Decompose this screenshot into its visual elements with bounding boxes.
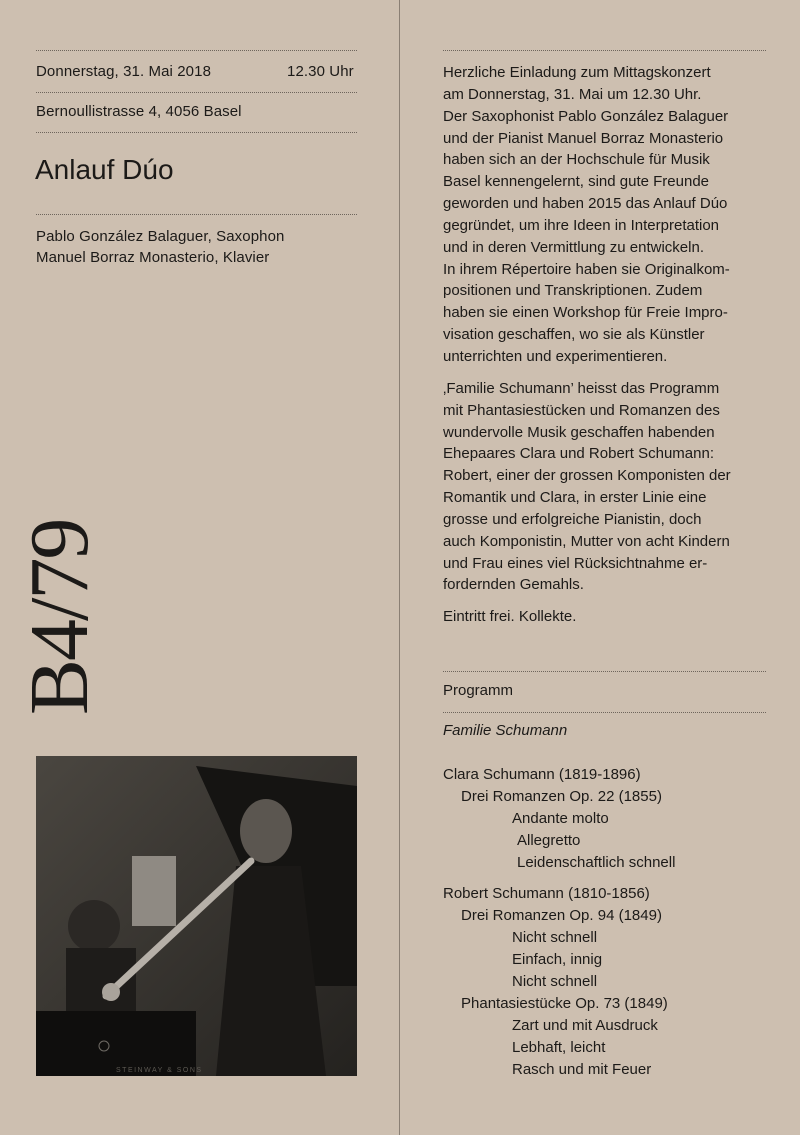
divider (443, 671, 766, 672)
piano-brand-label: STEINWAY & SONS (116, 1067, 203, 1074)
page-title: Anlauf Dúo (35, 154, 174, 185)
divider (36, 214, 357, 215)
movement: Lebhaft, leicht (512, 1039, 606, 1056)
composer-robert: Robert Schumann (1810-1856) (443, 885, 650, 902)
program-paragraph: ‚Familie Schumann’ heisst das Programm mit Phantasiestücken und Romanzen des wundervolle Musik geschaffen habenden Ehepaares Clara und Robert Schumann: Robert, einer der grossen Komponisten der Romantik und Clara, in erster Linie eine grosse und erfolgreiche Pianistin, doch auch Komponistin, Mutter von acht Kindern und Frau eines viel Rücksichtnahme er- fordernden Gemahls. (443, 379, 731, 594)
divider (443, 50, 766, 51)
concert-code-text: B4/79 (13, 519, 106, 715)
intro-paragraph: Herzliche Einladung zum Mittagskonzert am Donnerstag, 31. Mai um 12.30 Uhr. Der Saxophonist Pablo González Balaguer und der Pianist Manuel Borraz Monasterio haben sich an der Hochschule für Musik Basel kennengelernt, sind gute Freunde geworden und haben 2015 das Anlauf Dúo gegründet, um ihre Ideen in Interpretation und in deren Vermittlung zu entwickeln. In ihrem Répertoire haben sie Originalkom- positionen und Transkriptionen. Zudem haben sie einen Workshop für Freie Impro- visation geschaffen, wo sie als Künstler unterrichten und experimentieren. (443, 64, 730, 365)
movement: Einfach, innig (512, 951, 603, 968)
work-op73: Phantasiestücke Op. 73 (1849) (461, 995, 668, 1012)
concert-code (13, 519, 106, 715)
description (443, 62, 773, 638)
movement: Nicht schnell (512, 929, 598, 946)
photo-illustration (36, 756, 357, 1076)
performers-photo (36, 756, 357, 1076)
concert-address: Bernoullistrasse 4, 4056 Basel (36, 103, 242, 120)
divider (36, 132, 357, 133)
movement: Andante molto (512, 810, 609, 827)
work-op22: Drei Romanzen Op. 22 (1855) (461, 788, 662, 805)
movement: Rasch und mit Feuer (512, 1061, 652, 1078)
movement: Nicht schnell (512, 973, 598, 990)
divider (36, 92, 357, 93)
admission-note: Eintritt frei. Kollekte. (443, 608, 577, 626)
performer-2: Manuel Borraz Monasterio, Klavier (36, 249, 270, 266)
movement: Allegretto (517, 832, 581, 849)
composer-clara: Clara Schumann (1819-1896) (443, 766, 641, 783)
divider (36, 50, 357, 51)
program-heading: Programm (443, 682, 514, 699)
divider (443, 712, 766, 713)
work-op94: Drei Romanzen Op. 94 (1849) (461, 907, 662, 924)
concert-time: 12.30 Uhr (287, 63, 354, 80)
page-fold-line (399, 0, 400, 1135)
program-title: Familie Schumann (443, 722, 568, 739)
performer-1: Pablo González Balaguer, Saxophon (36, 228, 285, 245)
concert-date: Donnerstag, 31. Mai 2018 (36, 63, 212, 80)
movement: Leidenschaftlich schnell (517, 854, 676, 871)
movement: Zart und mit Ausdruck (512, 1017, 658, 1034)
